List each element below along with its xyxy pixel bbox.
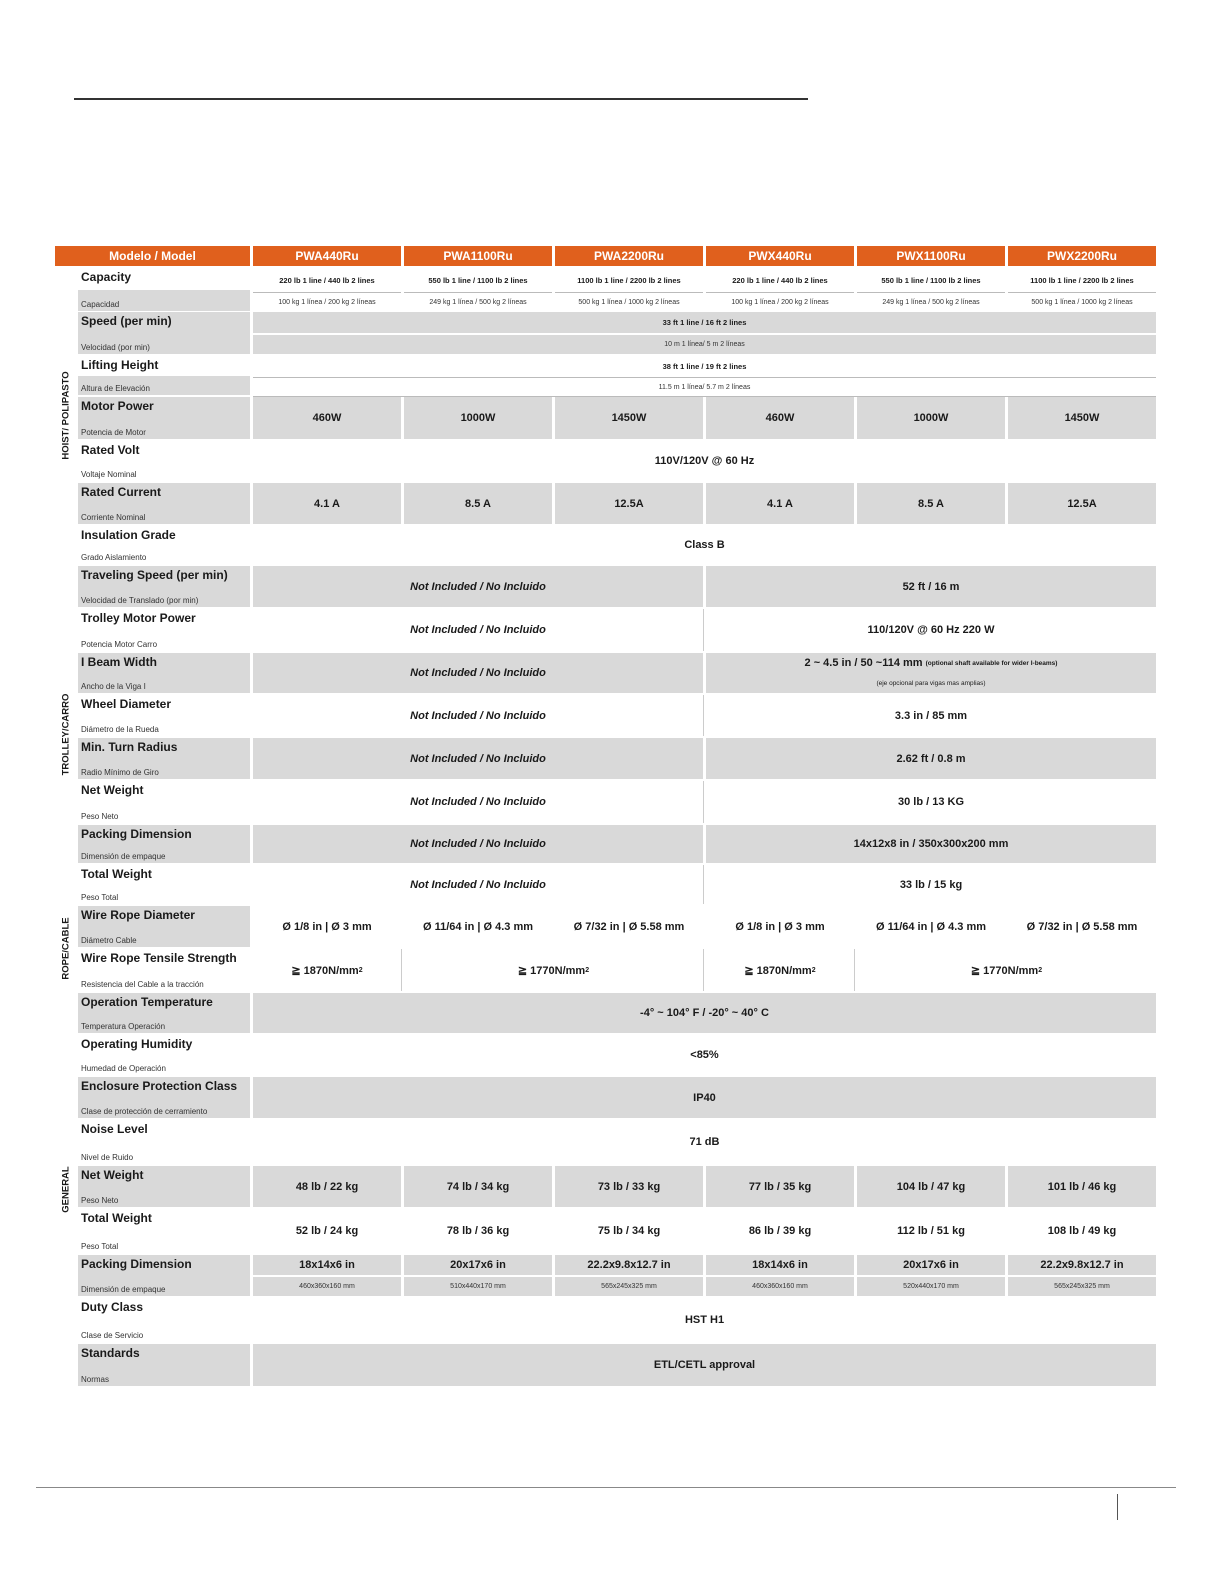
section-trolley — [55, 564, 77, 904]
insulation-value: Class B — [684, 539, 725, 551]
row-label-motor — [78, 397, 250, 439]
packing-value: 22.2x9.8x12.7 in — [555, 1255, 703, 1275]
packing-value-mm: 520x440x170 mm — [857, 1277, 1005, 1296]
row-label-op-temp — [78, 993, 250, 1033]
label-es: Diámetro Cable — [81, 936, 137, 945]
op-temp-value: -4° ~ 104° F / -20° ~ 40° C — [253, 993, 1156, 1033]
label-en: Operating Humidity — [81, 1037, 193, 1051]
footer-rule — [36, 1487, 1176, 1488]
header-model: PWX440Ru — [706, 246, 854, 266]
not-included-cell: Not Included / No Incluido — [253, 566, 703, 607]
net-weight-value: 48 lb / 22 kg — [253, 1166, 401, 1207]
beam-width-note-es: (eje opcional para vigas mas amplias) — [706, 673, 1156, 693]
trolley-total-weight-value: 33 lb / 15 kg — [899, 878, 963, 891]
row-label-insulation — [78, 526, 250, 564]
rope-diameter-value: Ø 11/64 in | Ø 4.3 mm — [875, 920, 987, 933]
label-es: Ancho de la Viga I — [81, 682, 146, 691]
capacity-value: 1100 lb 1 line / 2200 lb 2 lines — [577, 275, 681, 285]
label-es: Nivel de Ruido — [81, 1153, 134, 1162]
packing-value-mm: 460x360x160 mm — [706, 1277, 854, 1296]
row-label-net-weight — [78, 1166, 250, 1207]
humidity-value: <85% — [690, 1049, 719, 1061]
label-en: Capacity — [81, 270, 132, 284]
label-es: Diámetro de la Rueda — [81, 725, 159, 734]
label-es: Radio Mínimo de Giro — [81, 768, 159, 777]
current-value: 8.5 A — [404, 483, 552, 524]
label-en: I Beam Width — [81, 655, 157, 669]
not-included-cell: Not Included / No Incluido — [253, 653, 703, 693]
label-es: Resistencia del Cable a la tracción — [81, 980, 204, 989]
row-label-beam-width — [78, 653, 250, 693]
header-model: PWA440Ru — [253, 246, 401, 266]
volt-value: 110V/120V @ 60 Hz — [654, 455, 755, 467]
capacity-value-es: 100 kg 1 línea / 200 kg 2 líneas — [253, 292, 401, 311]
row-label-lifting — [78, 356, 250, 395]
label-es: Potencia de Motor — [81, 428, 146, 437]
label-en: Insulation Grade — [81, 528, 176, 542]
label-es: Corriente Nominal — [81, 513, 146, 522]
motor-value: 460W — [253, 397, 401, 439]
row-label-trolley-net-weight — [78, 781, 250, 823]
row-label-speed — [78, 312, 250, 354]
capacity-value: 220 lb 1 line / 440 lb 2 lines — [279, 275, 375, 285]
rope-tensile-text: ≧ 1870N/mm — [291, 964, 359, 977]
label-en: Enclosure Protection Class — [81, 1079, 238, 1093]
capacity-value: 1100 lb 1 line / 2200 lb 2 lines — [1030, 275, 1134, 285]
label-en: Operation Temperature — [81, 995, 213, 1009]
row-label-travel-speed — [78, 566, 250, 607]
label-es: Capacidad — [81, 300, 120, 309]
label-en: Packing Dimension — [81, 1257, 192, 1271]
header-model: PWX2200Ru — [1008, 246, 1156, 266]
not-included-cell: Not Included / No Incluido — [253, 825, 703, 863]
duty-value: HST H1 — [684, 1314, 725, 1326]
rope-tensile-value — [857, 949, 1156, 991]
turn-radius-value: 2.62 ft / 0.8 m — [706, 738, 1156, 779]
label-es: Peso Total — [81, 1242, 119, 1251]
label-es: Potencia Motor Carro — [81, 640, 158, 649]
total-weight-value: 75 lb / 34 kg — [597, 1225, 661, 1237]
net-weight-value: 104 lb / 47 kg — [857, 1166, 1005, 1207]
wheel-value: 3.3 in / 85 mm — [894, 709, 968, 722]
row-label-rope-diameter — [78, 906, 250, 947]
trolley-net-weight-value: 30 lb / 13 KG — [897, 796, 965, 808]
packing-value: 20x17x6 in — [857, 1255, 1005, 1275]
net-weight-value: 101 lb / 46 kg — [1008, 1166, 1156, 1207]
label-en: Packing Dimension — [81, 827, 192, 841]
section-rope — [55, 906, 77, 991]
label-en: Net Weight — [81, 1168, 144, 1182]
not-included-cell: Not Included / No Incluido — [253, 609, 704, 651]
label-es: Velocidad (por min) — [81, 343, 150, 352]
packing-value: 20x17x6 in — [404, 1255, 552, 1275]
packing-value-mm: 460x360x160 mm — [253, 1277, 401, 1296]
rope-tensile-text: ≧ 1870N/mm — [744, 964, 812, 977]
not-included-cell: Not Included / No Incluido — [253, 865, 704, 904]
label-en: Wire Rope Diameter — [81, 908, 195, 922]
capacity-value-es: 249 kg 1 línea / 500 kg 2 líneas — [857, 292, 1005, 311]
rope-tensile-sup: 2 — [811, 966, 816, 974]
row-label-capacity — [78, 268, 250, 311]
label-es: Clase de Servicio — [81, 1331, 144, 1340]
rope-tensile-value — [404, 949, 704, 991]
beam-width-note: (optional shaft available for wider I-beams) — [925, 659, 1058, 667]
label-en: Traveling Speed (per min) — [81, 568, 228, 582]
label-es: Peso Total — [81, 893, 119, 902]
speed-value-es: 10 m 1 línea/ 5 m 2 líneas — [253, 335, 1156, 354]
lifting-value-es: 11.5 m 1 línea/ 5.7 m 2 líneas — [253, 377, 1156, 397]
total-weight-value: 78 lb / 36 kg — [446, 1225, 510, 1237]
not-included-cell: Not Included / No Incluido — [253, 781, 704, 823]
header-model: PWX1100Ru — [857, 246, 1005, 266]
capacity-value-es: 500 kg 1 línea / 1000 kg 2 líneas — [555, 292, 703, 311]
section-hoist-label: HOIST/ POLIPASTO — [60, 370, 72, 460]
header-model-label: Modelo / Model — [55, 246, 250, 266]
label-en: Standards — [81, 1346, 140, 1360]
section-rope-label: ROPE/CABLE — [60, 917, 72, 980]
label-en: Wire Rope Tensile Strength — [81, 951, 237, 965]
row-label-enclosure — [78, 1077, 250, 1118]
motor-value: 460W — [706, 397, 854, 439]
section-hoist — [55, 268, 77, 562]
label-en: Rated Current — [81, 485, 162, 499]
rope-tensile-value — [253, 949, 402, 991]
not-included-cell: Not Included / No Incluido — [253, 695, 704, 736]
beam-width-value — [706, 653, 1156, 673]
row-label-volt — [78, 441, 250, 481]
row-label-standards — [78, 1344, 250, 1386]
label-en: Motor Power — [81, 399, 154, 413]
rope-diameter-value: Ø 7/32 in | Ø 5.58 mm — [573, 920, 685, 933]
row-label-wheel — [78, 695, 250, 736]
header-model: PWA1100Ru — [404, 246, 552, 266]
row-label-total-weight — [78, 1209, 250, 1253]
net-weight-value: 77 lb / 35 kg — [706, 1166, 854, 1207]
travel-speed-value: 52 ft / 16 m — [706, 566, 1156, 607]
capacity-value-es: 100 kg 1 línea / 200 kg 2 líneas — [706, 292, 854, 311]
motor-value: 1000W — [404, 397, 552, 439]
enclosure-value: IP40 — [253, 1077, 1156, 1118]
row-label-packing — [78, 1255, 250, 1296]
packing-value: 18x14x6 in — [253, 1255, 401, 1275]
label-en: Rated Volt — [81, 443, 140, 457]
rope-diameter-value: Ø 1/8 in | Ø 3 mm — [735, 920, 825, 933]
packing-value-mm: 510x440x170 mm — [404, 1277, 552, 1296]
row-label-noise — [78, 1120, 250, 1164]
section-general-label: GENERAL — [60, 1166, 72, 1213]
rope-tensile-text: ≧ 1770N/mm — [517, 964, 586, 977]
current-value: 4.1 A — [706, 483, 854, 524]
section-general — [55, 993, 77, 1386]
label-es: Dimensión de empaque — [81, 1285, 166, 1294]
spec-table — [55, 246, 1156, 1386]
trolley-power-value: 110/120V @ 60 Hz 220 W — [867, 624, 995, 636]
label-en: Trolley Motor Power — [81, 611, 196, 625]
row-label-trolley-packing — [78, 825, 250, 863]
total-weight-value: 112 lb / 51 kg — [897, 1225, 965, 1237]
rope-tensile-sup: 2 — [1038, 966, 1043, 974]
row-label-rope-tensile — [78, 949, 250, 991]
capacity-value: 220 lb 1 line / 440 lb 2 lines — [732, 275, 828, 285]
motor-value: 1000W — [857, 397, 1005, 439]
label-es: Peso Neto — [81, 1196, 119, 1205]
motor-value: 1450W — [555, 397, 703, 439]
label-en: Duty Class — [81, 1300, 144, 1314]
label-en: Total Weight — [81, 867, 152, 881]
total-weight-value: 86 lb / 39 kg — [748, 1225, 812, 1237]
total-weight-value: 52 lb / 24 kg — [295, 1225, 359, 1237]
lifting-value: 38 ft 1 line / 19 ft 2 lines — [662, 361, 747, 371]
row-label-turn-radius — [78, 738, 250, 779]
current-value: 8.5 A — [857, 483, 1005, 524]
row-label-trolley-power — [78, 609, 250, 651]
label-es: Temperatura Operación — [81, 1022, 166, 1031]
label-es: Voltaje Nominal — [81, 470, 137, 479]
current-value: 12.5A — [1008, 483, 1156, 524]
net-weight-value: 74 lb / 34 kg — [404, 1166, 552, 1207]
packing-value: 18x14x6 in — [706, 1255, 854, 1275]
packing-value-mm: 565x245x325 mm — [1008, 1277, 1156, 1296]
label-es: Altura de Elevación — [81, 384, 150, 393]
label-es: Clase de protección de cerramiento — [81, 1107, 208, 1116]
beam-width-main: 2 ~ 4.5 in / 50 ~114 mm — [804, 657, 923, 669]
label-en: Noise Level — [81, 1122, 148, 1136]
rope-diameter-value: Ø 11/64 in | Ø 4.3 mm — [422, 920, 534, 933]
packing-value-mm: 565x245x325 mm — [555, 1277, 703, 1296]
label-en: Speed (per min) — [81, 314, 172, 328]
capacity-value-es: 249 kg 1 línea / 500 kg 2 líneas — [404, 292, 552, 311]
rope-diameter-value: Ø 1/8 in | Ø 3 mm — [282, 920, 372, 933]
page-number-divider — [1117, 1494, 1118, 1520]
row-label-current — [78, 483, 250, 524]
standards-value: ETL/CETL approval — [253, 1344, 1156, 1386]
top-rule — [74, 98, 808, 100]
label-en: Net Weight — [81, 783, 144, 797]
noise-value: 71 dB — [689, 1136, 720, 1148]
rope-tensile-text: ≧ 1770N/mm — [970, 964, 1039, 977]
trolley-packing-value: 14x12x8 in / 350x300x200 mm — [706, 825, 1156, 863]
label-en: Min. Turn Radius — [81, 740, 178, 754]
rope-tensile-sup: 2 — [585, 966, 590, 974]
label-es: Grado Aislamiento — [81, 553, 147, 562]
total-weight-value: 108 lb / 49 kg — [1047, 1225, 1117, 1237]
label-es: Humedad de Operación — [81, 1064, 166, 1073]
label-es: Velocidad de Translado (por min) — [81, 596, 199, 605]
packing-value: 22.2x9.8x12.7 in — [1008, 1255, 1156, 1275]
label-es: Peso Neto — [81, 812, 119, 821]
label-en: Lifting Height — [81, 358, 159, 372]
rope-tensile-value — [706, 949, 855, 991]
section-trolley-label: TROLLEY/CARRO — [60, 693, 72, 775]
not-included-cell: Not Included / No Incluido — [253, 738, 703, 779]
current-value: 12.5A — [555, 483, 703, 524]
row-label-humidity — [78, 1035, 250, 1075]
capacity-value: 550 lb 1 line / 1100 lb 2 lines — [428, 275, 528, 285]
speed-value: 33 ft 1 line / 16 ft 2 lines — [253, 312, 1156, 333]
row-label-duty — [78, 1298, 250, 1342]
rope-tensile-sup: 2 — [358, 966, 363, 974]
capacity-value: 550 lb 1 line / 1100 lb 2 lines — [881, 275, 981, 285]
capacity-value-es: 500 kg 1 línea / 1000 kg 2 líneas — [1008, 292, 1156, 311]
motor-value: 1450W — [1008, 397, 1156, 439]
label-es: Dimensión de empaque — [81, 852, 166, 861]
header-model: PWA2200Ru — [555, 246, 703, 266]
label-en: Total Weight — [81, 1211, 152, 1225]
current-value: 4.1 A — [253, 483, 401, 524]
rope-diameter-value: Ø 7/32 in | Ø 5.58 mm — [1026, 920, 1138, 933]
net-weight-value: 73 lb / 33 kg — [555, 1166, 703, 1207]
row-label-trolley-total-weight — [78, 865, 250, 904]
label-es: Normas — [81, 1375, 110, 1384]
label-en: Wheel Diameter — [81, 697, 172, 711]
